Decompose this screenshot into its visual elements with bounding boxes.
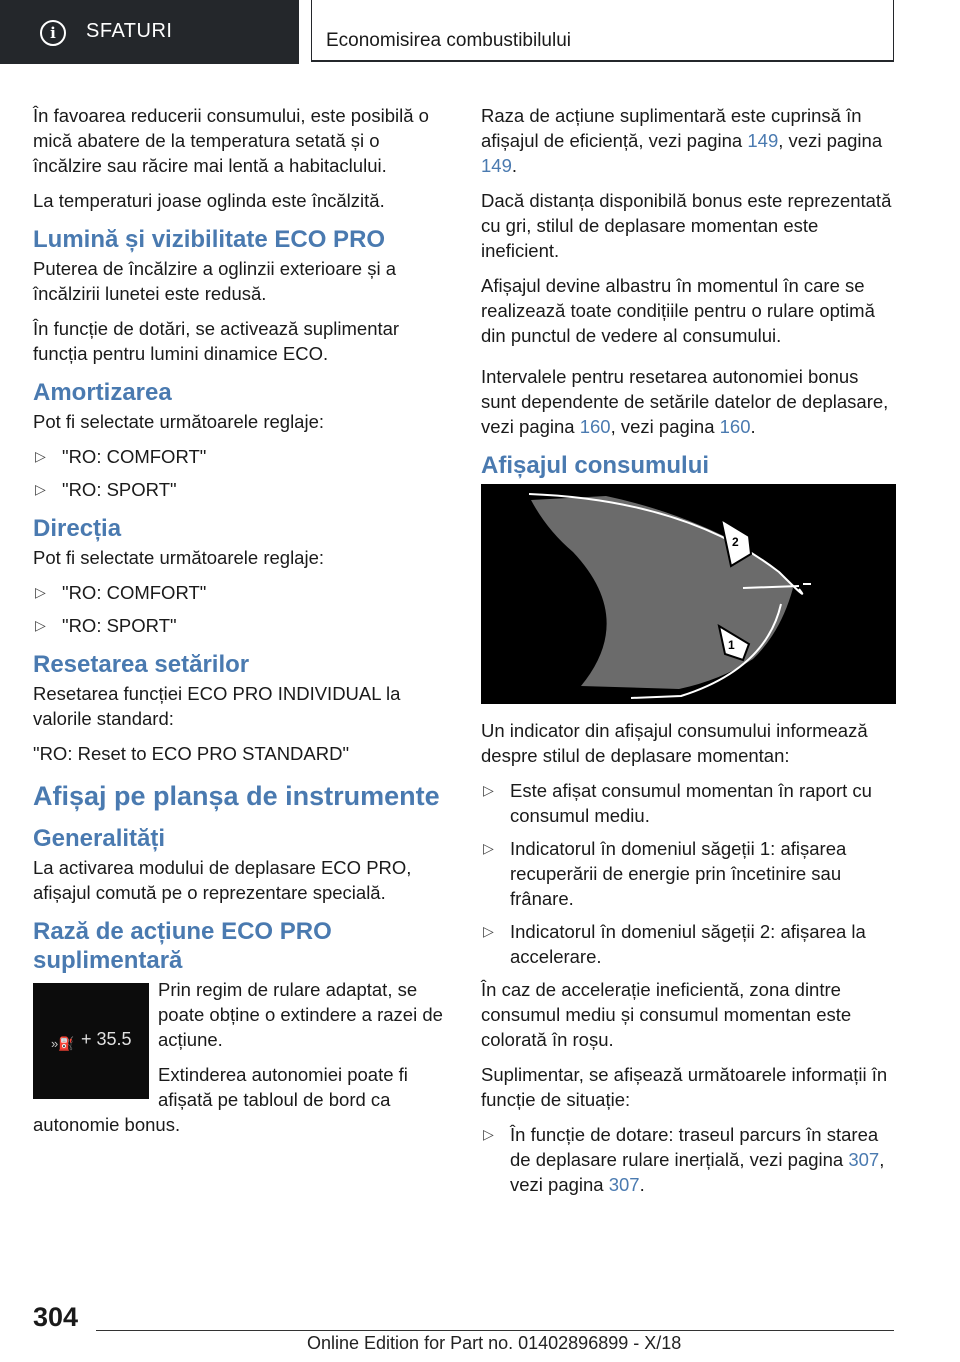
list-item: ▷ În funcție de dotare: traseul parcurs în starea de deplasare rulare inerțială, vezi pagina 307, vezi pagina 307. [483, 1124, 885, 1195]
arrow-1-label: 1 [728, 638, 735, 652]
paragraph: În favoarea reducerii consumului, este posibilă o mică abatere de la temperatura setată și o încălzire sau răcire mai lentă a habitaclului. [33, 105, 429, 176]
list-item: ▷ Indicatorul în domeniul săgeții 1: afișarea recuperării de energie prin încetinire sau frânare. [483, 838, 847, 909]
bullet-triangle-icon: ▷ [35, 584, 46, 600]
fuel-pump-icon: »⛽ [51, 1036, 75, 1051]
heading-raza: Rază de acțiune ECO PRO suplimentară [33, 918, 332, 974]
paragraph: Afișajul devine albastru în momentul în care se realizează toate condițiile pentru o rulare optimă din punctul de vedere al consumului. [481, 275, 875, 346]
info-icon: i [40, 20, 66, 46]
heading-afisaj: Afișaj pe planșa de instrumente [33, 781, 440, 811]
paragraph: Intervalele pentru resetarea autonomiei bonus sunt dependente de setările datelor de deplasare, vezi pagina 160, vezi pagina 160. [481, 366, 889, 437]
paragraph: La activarea modului de deplasare ECO PRO, afișajul comută pe o reprezentare specială. [33, 857, 412, 903]
paragraph: În caz de accelerație ineficientă, zona dintre consumul mediu și consumul momentan este colorată în roșu. [481, 979, 852, 1050]
page-link[interactable]: 149 [747, 130, 779, 151]
heading-amortizarea: Amortizarea [33, 379, 172, 406]
paragraph: Resetarea funcției ECO PRO INDIVIDUAL la valorile standard: [33, 683, 401, 729]
paragraph: Un indicator din afișajul consumului informează despre stilul de deplasare momentan: [481, 720, 868, 766]
consumption-gauge-svg [481, 484, 896, 704]
paragraph: Dacă distanța disponibilă bonus este reprezentată cu gri, stilul de deplasare momentan este ineficient. [481, 190, 892, 261]
section-label: SFATURI [86, 20, 173, 42]
paragraph: La temperaturi joase oglinda este încălzită. [33, 190, 385, 211]
bullet-triangle-icon: ▷ [483, 782, 494, 798]
paragraph: Pot fi selectate următoarele reglaje: [33, 411, 325, 432]
bullet-triangle-icon: ▷ [35, 481, 46, 497]
consumption-display-image [481, 484, 896, 704]
heading-lumina: Lumină și vizibilitate ECO PRO [33, 226, 386, 253]
heading-directia: Direcția [33, 515, 122, 542]
header-title-box [311, 0, 894, 62]
bonus-range-value: + 35.5 [81, 1029, 132, 1049]
bullet-triangle-icon: ▷ [483, 1126, 494, 1142]
paragraph: Suplimentar, se afișează următoarele informații în funcție de situație: [481, 1064, 888, 1110]
bullet-triangle-icon: ▷ [35, 448, 46, 464]
page-link[interactable]: 307 [608, 1174, 640, 1195]
list-item: ▷ "RO: SPORT" [35, 615, 177, 636]
paragraph: "RO: Reset to ECO PRO STANDARD" [33, 743, 350, 764]
paragraph: Raza de acțiune suplimentară este cuprinsă în afișajul de eficiență, vezi pagina 149, vezi pagina 149. [481, 105, 883, 176]
page-link[interactable]: 160 [579, 416, 611, 437]
arrow-2-label: 2 [732, 535, 739, 549]
paragraph: Extinderea autonomiei poate fi afișată pe tabloul de bord ca autonomie bonus. [33, 1064, 408, 1135]
paragraph: Prin regim de rulare adaptat, se poate obține o extindere a razei de acțiune. [158, 979, 443, 1050]
bullet-triangle-icon: ▷ [35, 617, 46, 633]
chapter-title: Economisirea combustibilului [326, 30, 571, 51]
list-item: ▷ "RO: COMFORT" [35, 582, 207, 603]
paragraph: În funcție de dotări, se activează suplimentar funcția pentru lumini dinamice ECO. [33, 318, 400, 364]
left-column [33, 103, 448, 1147]
heading-generalitati: Generalități [33, 825, 166, 852]
page-link[interactable]: 149 [481, 155, 512, 176]
list-item: ▷ Indicatorul în domeniul săgeții 2: afișarea la accelerare. [483, 921, 866, 967]
paragraph: Pot fi selectate următoarele reglaje: [33, 547, 325, 568]
bullet-triangle-icon: ▷ [483, 840, 494, 856]
list-item: ▷ "RO: SPORT" [35, 479, 177, 500]
paragraph: Puterea de încălzire a oglinzii exterioare și a încălzirii lunetei este redusă. [33, 258, 396, 304]
page-number: 304 [33, 1302, 79, 1332]
page-link[interactable]: 160 [719, 416, 751, 437]
heading-consum: Afișajul consumului [481, 452, 710, 479]
right-column [481, 103, 896, 1205]
list-item: ▷ "RO: COMFORT" [35, 446, 207, 467]
page-link[interactable]: 307 [848, 1149, 880, 1170]
list-item: ▷ Este afișat consumul momentan în raport cu consumul mediu. [483, 780, 872, 826]
bullet-triangle-icon: ▷ [483, 923, 494, 939]
footer-edition: Online Edition for Part no. 01402896899 - X/18 [307, 1333, 682, 1353]
header-section-tab [0, 0, 299, 64]
heading-resetarea: Resetarea setărilor [33, 651, 250, 678]
footer-rule [96, 1330, 894, 1331]
bonus-range-display [33, 983, 149, 1099]
